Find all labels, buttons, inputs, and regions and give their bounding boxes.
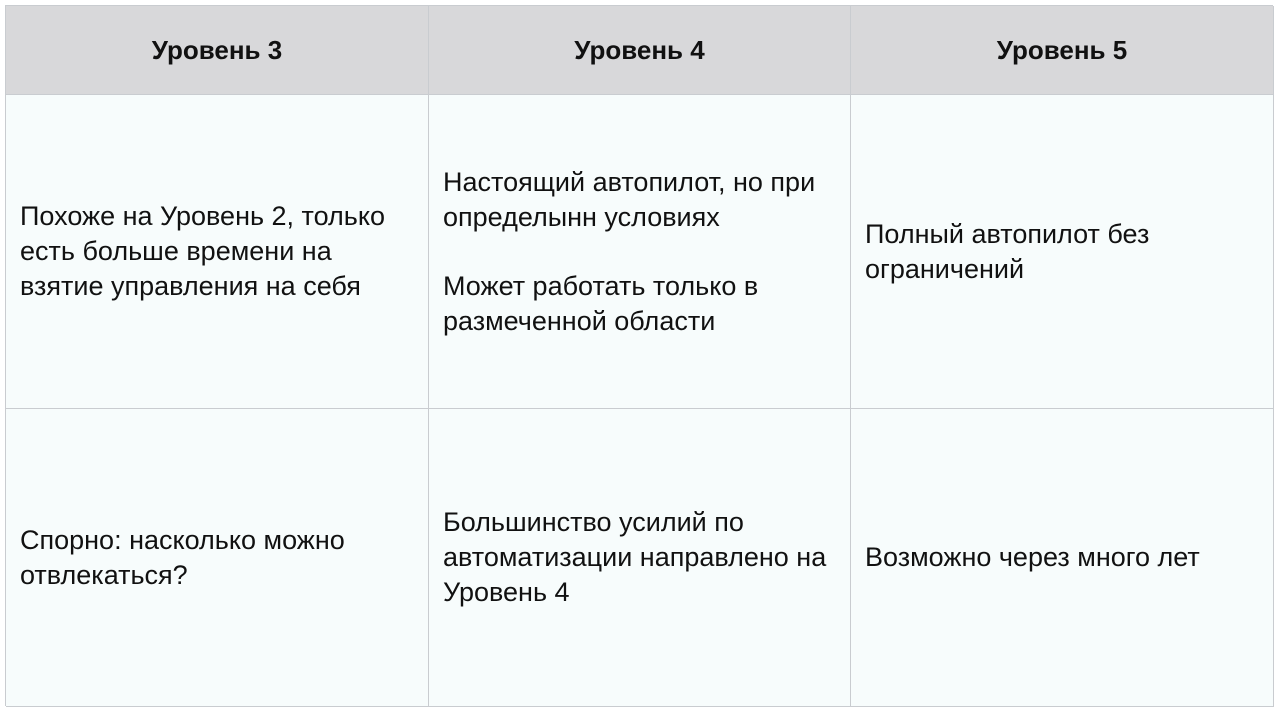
cell-row2-level5 [851, 409, 1274, 707]
cell-text: Возможно через много лет [865, 542, 1200, 572]
header-level-5 [851, 6, 1274, 95]
comparison-table [5, 5, 1273, 706]
header-level-3 [6, 6, 429, 95]
cell-text: Спорно: насколько можно отвлекаться? [20, 524, 345, 590]
cell-row1-level4 [429, 95, 851, 409]
cell-row1-level3 [6, 95, 429, 409]
cell-row1-level5 [851, 95, 1274, 409]
cell-row2-level4 [429, 409, 851, 707]
cell-text: Похоже на Уровень 2, только есть больше времени на взятие управления на себя [20, 201, 386, 301]
cell-text: Большинство усилий по автоматизации направлено на Уровень 4 [443, 507, 827, 607]
cell-text: Полный автопилот без ограничений [865, 218, 1150, 284]
header-label: Уровень 4 [574, 34, 705, 65]
header-label: Уровень 5 [996, 34, 1128, 65]
header-label: Уровень 3 [151, 34, 283, 65]
cell-row2-level3 [6, 409, 429, 707]
cell-text: Настоящий автопилот, но при определынн условиях [443, 166, 816, 232]
header-level-4 [429, 6, 851, 95]
cell-text: Может работать только в размеченной области [443, 270, 759, 336]
